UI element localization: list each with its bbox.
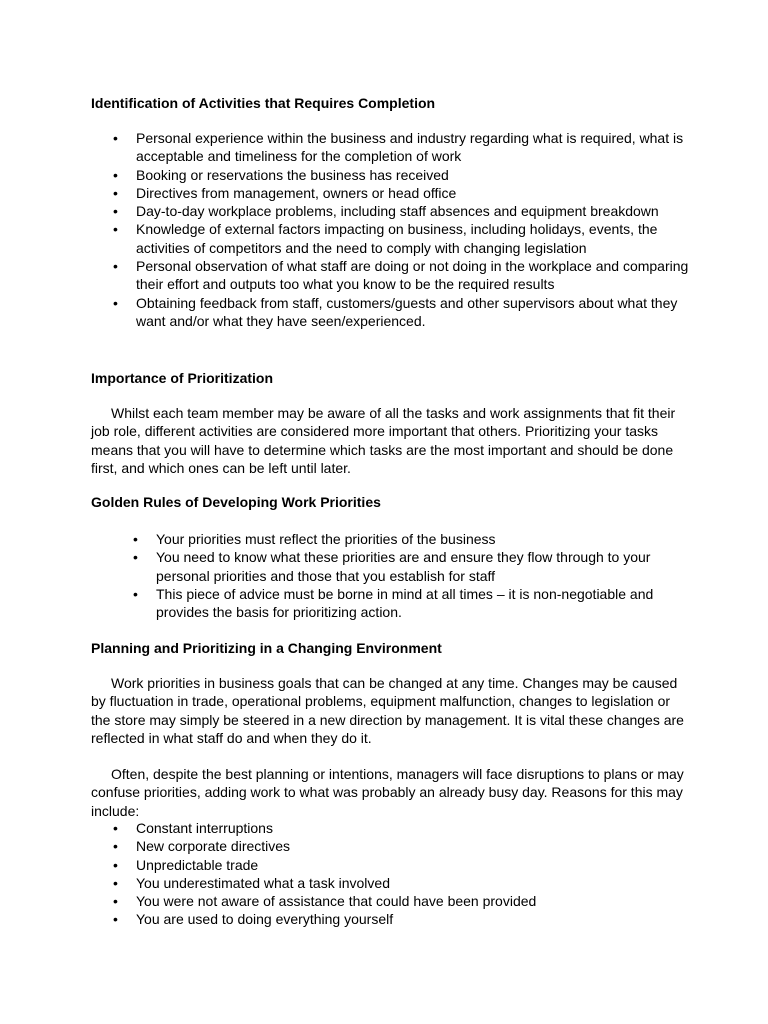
- heading-importance: Importance of Prioritization: [91, 370, 274, 386]
- list-item: • Knowledge of external factors impacting on business, including holidays, events, the activities of competitors and the need to comply with changing legislation: [113, 221, 658, 256]
- list-item: • Personal observation of what staff are doing or not doing in the workplace and comparing their effort and outputs too what you know to be the required results: [113, 258, 689, 293]
- list-item: • You were not aware of assistance that could have been provided: [113, 893, 537, 910]
- planning-paragraph-1: Work priorities in business goals that can be changed at any time. Changes may be caused by fluctuation in trade, operational problems, equipment malfunction, changes to legislation or the store may simply be steered in a new direction by management. It is vital these changes are reflected in what staff do and when they do it.: [91, 675, 684, 746]
- list-item: • Obtaining feedback from staff, customers/guests and other supervisors about what they want and/or what they have seen/experienced.: [113, 294, 678, 329]
- bullet-symbol: •: [133, 549, 138, 566]
- heading-planning: Planning and Prioritizing in a Changing Environment: [91, 640, 442, 656]
- list-item: • Your priorities must reflect the priorities of the business: [133, 531, 496, 547]
- bullet-symbol: •: [133, 585, 138, 602]
- bullet-symbol: •: [113, 221, 118, 238]
- list-item: • You are used to doing everything yourself: [113, 911, 394, 928]
- golden-rules-bullet-list: [133, 530, 686, 621]
- importance-paragraph: Whilst each team member may be aware of all the tasks and work assignments that fit their job role, different activities are considered more important that others. Prioritizing your tasks means that you will have to determine which tasks are the most important and should be done first, and which ones can be left until later.: [91, 405, 676, 476]
- list-item: • You underestimated what a task involved: [113, 874, 390, 891]
- list-item: • Personal experience within the business and industry regarding what is required, what is acceptable and timeliness for the completion of work: [113, 130, 684, 165]
- bullet-symbol: •: [133, 531, 138, 547]
- bullet-symbol: •: [113, 838, 118, 855]
- heading-golden-rules: Golden Rules of Developing Work Priorities: [91, 494, 381, 510]
- list-item: • This piece of advice must be borne in mind at all times – it is non-negotiable and provides the basis for prioritizing action.: [133, 585, 654, 621]
- bullet-symbol: •: [113, 294, 118, 311]
- bullet-symbol: •: [113, 130, 118, 146]
- bullet-symbol: •: [113, 856, 118, 873]
- bullet-symbol: •: [113, 258, 118, 275]
- heading-identification: Identification of Activities that Requires Completion: [91, 95, 436, 111]
- list-item: • New corporate directives: [113, 838, 291, 855]
- planning-paragraph-2: Often, despite the best planning or intentions, managers will face disruptions to plans or may confuse priorities, adding work to what was probably an already busy day. Reasons for this may include:: [91, 766, 684, 819]
- list-item: • You need to know what these priorities are and ensure they flow through to your personal priorities and those that you establish for staff: [133, 549, 651, 584]
- list-item: • Booking or reservations the business has received: [113, 166, 449, 183]
- list-item: • Day-to-day workplace problems, including staff absences and equipment breakdown: [113, 203, 659, 220]
- bullet-symbol: •: [113, 203, 118, 220]
- bullet-symbol: •: [113, 911, 118, 928]
- list-item: • Unpredictable trade: [113, 856, 259, 873]
- identification-bullet-list: [113, 129, 696, 330]
- bullet-symbol: •: [113, 820, 118, 836]
- planning-bullet-list: [113, 819, 696, 929]
- bullet-symbol: •: [113, 893, 118, 910]
- bullet-symbol: •: [113, 166, 118, 183]
- list-item: • Constant interruptions: [113, 820, 273, 836]
- bullet-symbol: •: [113, 874, 118, 891]
- list-item: • Directives from management, owners or head office: [113, 184, 457, 201]
- bullet-symbol: •: [113, 184, 118, 201]
